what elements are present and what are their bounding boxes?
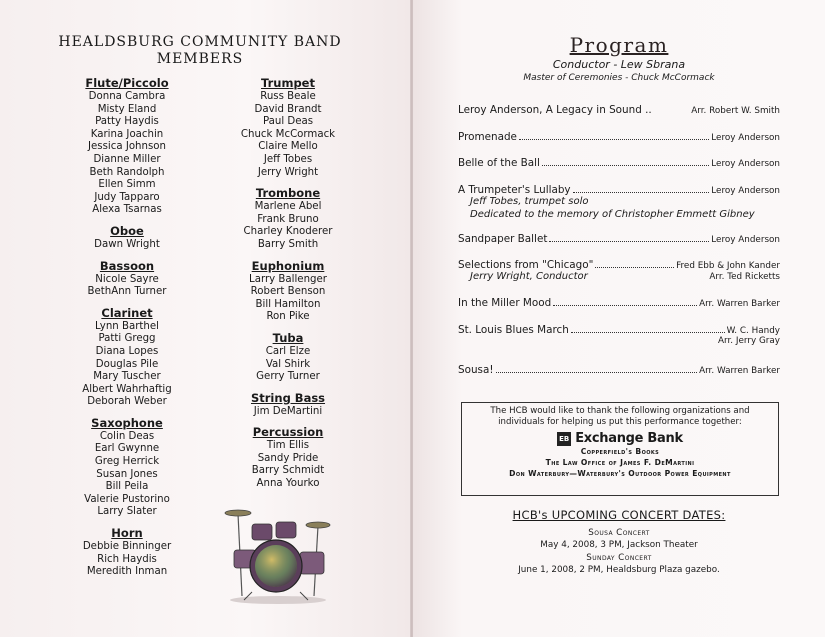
member-name: Deborah Weber xyxy=(87,396,167,408)
sponsor-law-office: The Law Office of James F. DeMartini xyxy=(545,458,695,467)
right-page xyxy=(413,0,825,637)
member-name: Frank Bruno xyxy=(257,213,319,225)
section-heading: Euphonium xyxy=(251,258,325,273)
member-name: Larry Slater xyxy=(97,506,157,518)
members-column-2 xyxy=(203,76,373,498)
member-name: Patti Gregg xyxy=(98,333,156,345)
member-name: Robert Benson xyxy=(250,286,326,298)
section-tuba xyxy=(203,331,373,384)
program-item-miller: In the Miller Mood Arr. Warren Barker xyxy=(458,297,780,309)
member-name: Nicole Sayre xyxy=(95,273,159,285)
conductor-line: Conductor - Lew Sbrana xyxy=(552,58,686,71)
section-heading: Saxophone xyxy=(91,415,163,430)
section-flute xyxy=(42,76,212,217)
section-percussion xyxy=(203,425,373,490)
member-name: Barry Schmidt xyxy=(251,465,325,477)
concert-sunday: Sunday Concert June 1, 2008, 2 PM, Healdsburg Plaza gazebo. xyxy=(518,553,720,575)
section-heading: Flute/Piccolo xyxy=(85,76,169,90)
program-item-belle: Belle of the Ball Leroy Anderson xyxy=(458,157,780,169)
member-name: Douglas Pile xyxy=(95,358,159,370)
left-page xyxy=(0,0,412,637)
member-name: Val Shirk xyxy=(265,358,311,370)
member-name: Jim DeMartini xyxy=(253,405,323,417)
program-item-trumpeter: A Trumpeter's Lullaby Leroy Anderson Jeff Tobes, trumpet solo Dedicated to the memory of Christopher Emmett Gibney xyxy=(458,184,780,220)
member-name: Russ Beale xyxy=(260,91,316,102)
section-euphonium xyxy=(203,259,373,324)
member-name: Anna Yourko xyxy=(256,478,320,490)
drum-kit-icon xyxy=(222,506,334,604)
member-name: Charley Knoderer xyxy=(243,226,333,238)
section-heading: Trombone xyxy=(255,186,321,201)
section-horn xyxy=(42,526,212,579)
section-saxophone xyxy=(42,416,212,519)
member-name: Sandy Pride xyxy=(257,452,319,464)
member-name: Donna Cambra xyxy=(88,91,166,102)
member-name: Claire Mello xyxy=(258,141,318,153)
member-name: Mary Tuscher xyxy=(93,371,161,383)
member-name: Tim Ellis xyxy=(266,440,310,452)
section-heading: Tuba xyxy=(272,330,304,345)
member-name: Ron Pike xyxy=(266,311,310,323)
program-item-promenade: Promenade Leroy Anderson xyxy=(458,131,780,143)
member-name: Bill Hamilton xyxy=(255,298,321,310)
member-name: Barry Smith xyxy=(257,238,319,250)
member-name: Debbie Binninger xyxy=(82,541,172,553)
program-title: Program xyxy=(569,33,669,57)
exchange-bank-logo-icon: EB xyxy=(557,432,571,446)
section-heading: Oboe xyxy=(110,223,144,238)
member-name: Diana Lopes xyxy=(95,345,159,357)
member-name: Chuck McCormack xyxy=(240,128,336,140)
section-heading: Horn xyxy=(111,526,143,541)
member-name: Jerry Wright xyxy=(257,166,319,178)
member-name: Greg Herrick xyxy=(94,456,160,468)
member-name: Earl Gwynne xyxy=(94,443,160,455)
member-name: Karina Joachin xyxy=(90,128,164,140)
concert-sousa: Sousa Concert May 4, 2008, 3 PM, Jackson Theater xyxy=(540,528,698,550)
section-heading: Clarinet xyxy=(101,305,153,320)
member-name: Paul Deas xyxy=(262,116,314,128)
exchange-bank: EB Exchange Bank xyxy=(559,431,683,446)
section-oboe xyxy=(42,224,212,252)
member-name: Lynn Barthel xyxy=(95,320,159,332)
member-name: Carl Elze xyxy=(265,345,311,357)
member-name: Dianne Miller xyxy=(93,153,161,165)
member-name: Misty Eland xyxy=(97,103,157,115)
program-item-legacy: Leroy Anderson, A Legacy in Sound .. Arr. Robert W. Smith xyxy=(458,104,780,116)
member-name: Judy Tapparo xyxy=(94,191,160,203)
program-item-stlouis: St. Louis Blues March W. C. Handy Arr. Jerry Gray xyxy=(458,324,780,346)
member-name: David Brandt xyxy=(254,103,322,115)
member-name: Alexa Tsarnas xyxy=(92,204,162,216)
member-name: Albert Wahrhaftig xyxy=(82,383,172,395)
program-item-chicago: Selections from "Chicago" Fred Ebb & John Kander Jerry Wright, Conductor Arr. Ted Ricketts xyxy=(458,259,780,282)
member-name: Beth Randolph xyxy=(89,166,165,178)
section-heading: Bassoon xyxy=(99,258,155,273)
sponsor-copperfields: Copperfield's Books xyxy=(580,447,660,456)
member-name: Meredith Inman xyxy=(86,566,168,578)
member-name: Dawn Wright xyxy=(94,238,160,250)
member-name: Jessica Johnson xyxy=(88,141,166,153)
section-clarinet xyxy=(42,306,212,409)
member-name: Jeff Tobes xyxy=(263,153,313,165)
member-name: Patty Haydis xyxy=(95,116,159,128)
program-item-sandpaper: Sandpaper Ballet Leroy Anderson xyxy=(458,233,780,245)
member-name: Rich Haydis xyxy=(97,553,157,565)
mc-line: Master of Ceremonies - Chuck McCormack xyxy=(523,73,715,83)
sponsor-thanks-box: The HCB would like to thank the following organizations and individuals for helping us put this performance together: EB Exchange Bank Copperfield's Books The Law Office of James F. DeMartini Don Waterbury—Waterbury's Outdoor Power Equipment xyxy=(461,402,779,496)
members-column-1 xyxy=(42,76,212,586)
member-name: Susan Jones xyxy=(96,468,158,480)
section-bassoon xyxy=(42,259,212,299)
member-name: Colin Deas xyxy=(99,430,155,442)
member-name: Larry Ballenger xyxy=(249,273,327,285)
sponsor-waterbury: Don Waterbury—Waterbury's Outdoor Power Equipment xyxy=(509,469,731,478)
upcoming-concerts-heading: HCB's UPCOMING CONCERT DATES: xyxy=(512,508,726,522)
section-heading: Percussion xyxy=(252,425,324,440)
band-members-title: HEALDSBURG COMMUNITY BAND MEMBERS xyxy=(58,34,342,67)
member-name: Ellen Simm xyxy=(98,179,156,191)
section-stringbass xyxy=(203,391,373,419)
member-name: Valerie Pustorino xyxy=(84,493,170,505)
program-item-sousa: Sousa! Arr. Warren Barker xyxy=(458,364,780,376)
section-heading: String Bass xyxy=(250,390,326,405)
section-trumpet xyxy=(203,76,373,179)
member-name: Bill Peila xyxy=(105,481,149,493)
member-name: BethAnn Turner xyxy=(87,286,167,298)
member-name: Gerry Turner xyxy=(256,371,320,383)
member-name: Marlene Abel xyxy=(254,201,322,213)
section-heading: Trumpet xyxy=(261,76,315,90)
section-trombone xyxy=(203,186,373,251)
